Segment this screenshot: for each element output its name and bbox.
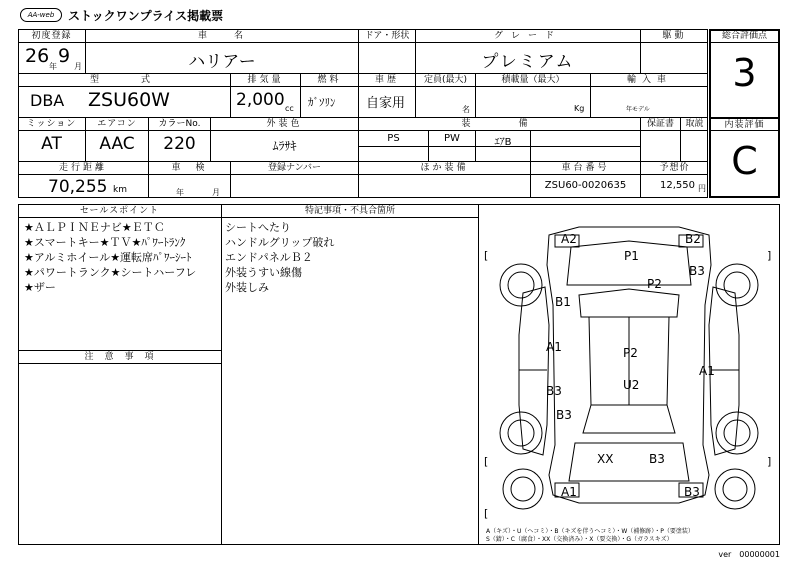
svg-text:[: [ bbox=[484, 507, 489, 520]
mission-value: AT bbox=[41, 134, 62, 154]
first-reg-label: 初度登録 bbox=[31, 31, 72, 41]
damage-mark: A2 bbox=[561, 232, 577, 246]
mission-label: ミッション bbox=[26, 119, 77, 129]
damage-mark: B3 bbox=[556, 408, 572, 422]
damage-mark: B3 bbox=[546, 384, 562, 398]
sales-point-line: ★パワートランク★シートハーフレ bbox=[24, 266, 197, 279]
damage-mark: P1 bbox=[624, 249, 639, 263]
aircon-label: エアコン bbox=[97, 119, 137, 129]
sales-point-line: ★ＡＬＰＩＮＥナビ★ＥＴＣ bbox=[24, 221, 165, 234]
damage-mark: P2 bbox=[647, 277, 662, 291]
inspection-label: 車 検 bbox=[171, 163, 208, 173]
damage-mark: B1 bbox=[555, 295, 571, 309]
mileage-value: 70,255 bbox=[48, 177, 108, 197]
notes-title: 特記事項・不具合箇所 bbox=[304, 206, 395, 216]
capacity-label: 定員(最大) bbox=[423, 75, 468, 85]
fuel-label: 燃料 bbox=[317, 75, 342, 85]
inspection-year-unit: 年 bbox=[176, 188, 184, 197]
door-shape-label: ドア・形状 bbox=[364, 31, 410, 41]
interior-score-label: 内装評価 bbox=[724, 120, 765, 130]
equip-ps: PS bbox=[387, 133, 400, 144]
logo: AA-web bbox=[20, 8, 62, 22]
note-line: エンドパネルＢ２ bbox=[225, 251, 313, 264]
reg-year: 26 bbox=[25, 45, 50, 67]
svg-text:]: ] bbox=[767, 249, 772, 262]
page-title: ストックワンプライス掲載票 bbox=[68, 9, 224, 23]
svg-text:]: ] bbox=[767, 455, 772, 468]
note-line: ハンドルグリップ破れ bbox=[225, 236, 335, 249]
yen-unit: 円 bbox=[698, 184, 706, 193]
car-damage-diagram bbox=[479, 205, 779, 527]
model-prefix: DBA bbox=[30, 91, 65, 110]
sales-point-line: ★スマートキー★ＴＶ★ﾊﾟﾜｰﾄﾗﾝｸ bbox=[24, 236, 186, 249]
equipment-label: 装 備 bbox=[461, 119, 538, 129]
damage-mark: A1 bbox=[699, 364, 715, 378]
overall-score-label: 総合評価点 bbox=[721, 31, 767, 41]
overall-score: 3 bbox=[732, 51, 757, 95]
displacement-value: 2,000 bbox=[236, 90, 285, 110]
km-unit: km bbox=[113, 185, 127, 195]
reg-month: 9 bbox=[58, 45, 71, 67]
color-no-value: 220 bbox=[163, 134, 196, 154]
damage-mark: A1 bbox=[561, 485, 577, 499]
car-name-label: 車 名 bbox=[197, 31, 246, 41]
damage-mark: B3 bbox=[684, 485, 700, 499]
year-unit: 年 bbox=[49, 62, 57, 71]
damage-mark: B3 bbox=[689, 264, 705, 278]
chassis-no-value: ZSU60-0020635 bbox=[544, 180, 627, 191]
damage-mark: B2 bbox=[685, 232, 701, 246]
persons-unit: 名 bbox=[462, 105, 470, 114]
import-label: 輸入車 bbox=[626, 75, 672, 85]
equip-pw: PW bbox=[444, 133, 460, 144]
damage-mark: A1 bbox=[546, 340, 562, 354]
reg-number-label: 登録ナンバー bbox=[268, 163, 321, 173]
caution-title: 注 意 事 項 bbox=[84, 352, 155, 362]
damage-mark: P2 bbox=[623, 346, 638, 360]
other-equipment-label: ほか装備 bbox=[420, 163, 469, 173]
body-type-label: 車歴 bbox=[374, 75, 399, 85]
notes-list bbox=[225, 220, 334, 295]
month-unit: 月 bbox=[74, 62, 82, 71]
grade-value: プレミアム bbox=[481, 52, 575, 72]
displacement-label: 排気量 bbox=[247, 75, 284, 85]
damage-mark: B3 bbox=[649, 452, 665, 466]
body-type-value: 自家用 bbox=[366, 96, 406, 111]
aircon-value: AAC bbox=[99, 134, 135, 154]
year-model-unit: 年モデル bbox=[626, 106, 650, 113]
damage-mark: XX bbox=[597, 452, 614, 466]
model-code: ZSU60W bbox=[88, 89, 170, 111]
est-price-label: 予想价 bbox=[659, 163, 690, 173]
inspection-month-unit: 月 bbox=[212, 188, 220, 197]
version: ver 00000001 bbox=[718, 550, 780, 559]
svg-text:[: [ bbox=[484, 249, 489, 262]
legend-line: A（キズ）・U（ヘコミ）・B（キズを伴うヘコミ）・W（補修跡）・P（要塗装） bbox=[486, 528, 694, 535]
sales-point-line: ★アルミホイール★運転席ﾊﾟﾜｰｼｰﾄ bbox=[24, 251, 192, 264]
ext-color-label: 外装色 bbox=[266, 119, 303, 129]
drive-label: 駆動 bbox=[662, 31, 687, 41]
kg-unit: Kg bbox=[574, 104, 585, 113]
note-line: シートへたり bbox=[225, 221, 291, 234]
manual-label: 取説 bbox=[685, 119, 704, 129]
ext-color-value: ﾑﾗｻｷ bbox=[272, 139, 297, 153]
mileage-label: 走行距離 bbox=[58, 163, 107, 173]
equip-airbag: ｴｱB bbox=[494, 137, 512, 148]
sales-point-line: ★ザー bbox=[24, 281, 56, 294]
warranty-label: 保証書 bbox=[646, 119, 674, 129]
svg-text:[: [ bbox=[484, 455, 489, 468]
sales-points-title: セールスポイント bbox=[79, 206, 160, 216]
note-line: 外装しみ bbox=[225, 281, 269, 294]
price-value: 12,550 bbox=[660, 180, 695, 191]
chassis-no-label: 車台番号 bbox=[561, 163, 610, 173]
car-name: ハリアー bbox=[188, 52, 256, 72]
max-load-label: 積載量（最大） bbox=[501, 75, 565, 85]
grade-label: グレード bbox=[493, 31, 562, 41]
cc-unit: cc bbox=[285, 104, 294, 113]
legend bbox=[486, 528, 694, 544]
note-line: 外装うすい線傷 bbox=[225, 266, 302, 279]
sales-points-list bbox=[24, 220, 196, 295]
legend-line: S（錆）・C（腐食）・XX（交換済み）・X（要交換）・G（ガラスキズ） bbox=[486, 536, 673, 543]
model-label: 型 式 bbox=[89, 75, 158, 85]
color-no-label: カラーNo. bbox=[158, 119, 201, 129]
fuel-value: ｶﾞｿﾘﾝ bbox=[308, 96, 336, 109]
damage-mark: U2 bbox=[623, 378, 640, 392]
interior-score: C bbox=[731, 139, 758, 183]
